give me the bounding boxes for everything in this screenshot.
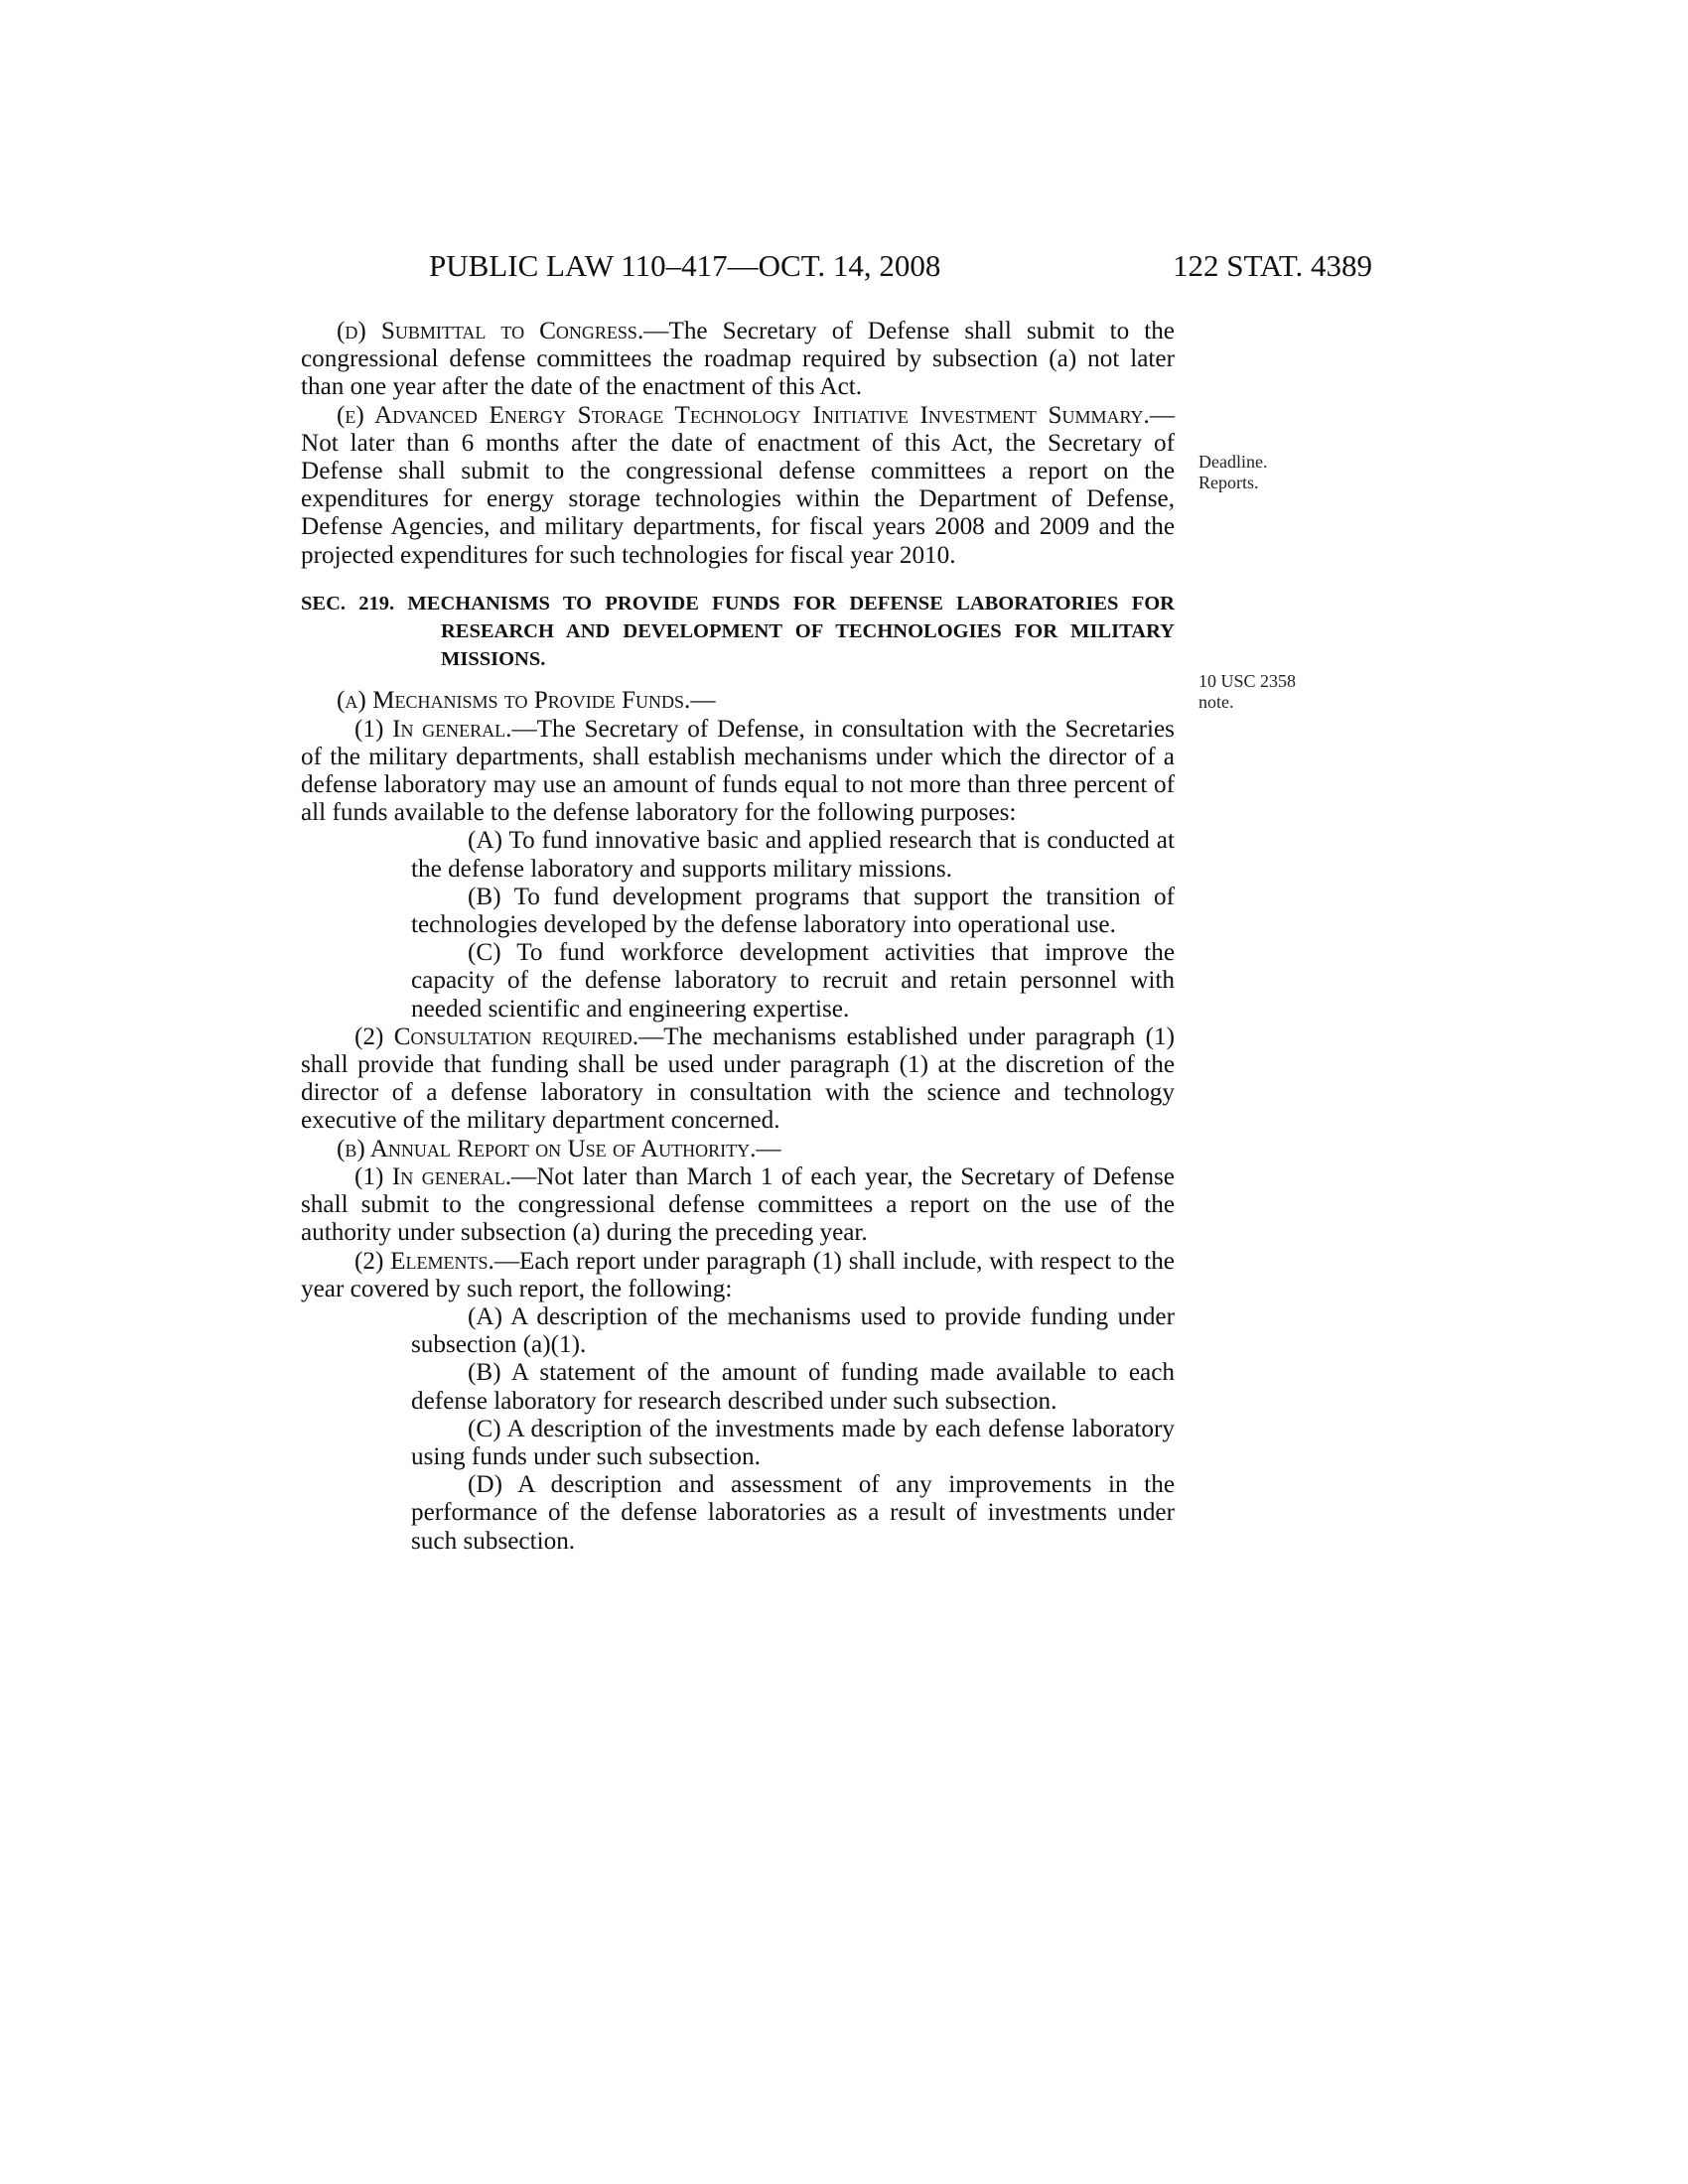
subparagraph-a1B: (B) To fund development programs that support the transition of technologies developed by the defense laboratory into operational use.	[411, 883, 1175, 939]
subsection-heading: (e) Advanced Energy Storage Technology Initiative Investment Summary.	[337, 401, 1150, 429]
paragraph-heading: (2) Consultation required.	[354, 1023, 639, 1050]
header-title: PUBLIC LAW 110–417—OCT. 14, 2008	[429, 248, 941, 283]
margin-note-line: Reports.	[1198, 473, 1259, 492]
subsection-text: —The Secretary of Defense shall submit to the congressional defense committees the roadmap required by subsection (a) not later than one year after the date of the enactment of this Act.	[301, 318, 1175, 401]
subsection-text: —Not later than 6 months after the date of enactment of this Act, the Secretary of Defense shall submit to the congressional defense committees a report on the expenditures for energy storage technologies within the Department of Defense, Defense Agencies, and military departments, for fiscal years 2008 and 2009 and the projected expenditures for such technologies for fiscal year 2010.	[301, 401, 1175, 569]
subsection-heading: (b) Annual Report on Use of Authority.—	[337, 1135, 781, 1162]
paragraph-heading: (1) In general.	[354, 715, 512, 743]
header-stat-citation: 122 STAT. 4389	[1172, 248, 1372, 283]
paragraph-text: —Not later than March 1 of each year, the Secretary of Defense shall submit to the congressional defense committees a report on the use of the authority under subsection (a) during the preceding year.	[301, 1162, 1175, 1247]
paragraph-a	[301, 687, 1175, 715]
subsection-heading: (a) Mechanisms to Provide Funds.—	[337, 687, 716, 715]
margin-note-line: 10 USC 2358	[1198, 671, 1297, 691]
subparagraph-b2B: (B) A statement of the amount of funding made available to each defense laboratory for research described under such subsection.	[411, 1359, 1175, 1415]
subsection-heading: (d) Submittal to Congress.	[337, 318, 644, 344]
subparagraph-b2C: (C) A description of the investments made by each defense laboratory using funds under such subsection.	[411, 1415, 1175, 1470]
subparagraph-a1A: (A) To fund innovative basic and applied research that is conducted at the defense laboratory and supports military missions.	[411, 827, 1175, 883]
paragraph-heading: (2) Elements.	[354, 1247, 494, 1275]
paragraph-text: —The mechanisms established under paragraph (1) shall provide that funding shall be used under paragraph (1) at the discretion of the director of a defense laboratory in consultation with the science and technology executive of the military department concerned.	[301, 1023, 1175, 1135]
margin-note-deadline	[1198, 452, 1267, 493]
paragraph-b2	[301, 1248, 1175, 1303]
paragraph-text: —The Secretary of Defense, in consultation with the Secretaries of the military departments, shall establish mechanisms under which the director of a defense laboratory may use an amount of funds equal to not more than three percent of all funds available to the defense laboratory for the following purposes:	[301, 715, 1175, 827]
paragraph-heading: (1) In general.	[354, 1162, 512, 1190]
paragraph-text: —Each report under paragraph (1) shall include, with respect to the year covered by such report, the following:	[301, 1247, 1175, 1302]
paragraph-a1	[301, 716, 1175, 828]
paragraph-b	[301, 1136, 1175, 1163]
margin-note-line: Deadline.	[1198, 452, 1268, 472]
paragraph-b1	[301, 1163, 1175, 1248]
body-text	[301, 318, 1175, 1556]
section-heading	[301, 590, 1175, 674]
paragraph-a2	[301, 1024, 1175, 1136]
margin-note-usc	[1198, 671, 1296, 713]
page-header	[429, 248, 1372, 288]
paragraph-e	[301, 402, 1175, 570]
section-title: SEC. 219. MECHANISMS TO PROVIDE FUNDS FOR DEFENSE LABORATORIES FOR RESEARCH AND DEVELOPMENT OF TECHNOLOGIES FOR MILITARY MISSIONS.	[301, 592, 1175, 671]
paragraph-d	[301, 318, 1175, 402]
subparagraph-b2D: (D) A description and assessment of any improvements in the performance of the defense laboratories as a result of investments under such subsection.	[411, 1471, 1175, 1555]
subparagraph-b2A: (A) A description of the mechanisms used to provide funding under subsection (a)(1).	[411, 1302, 1175, 1359]
subparagraph-a1C: (C) To fund workforce development activities that improve the capacity of the defense laboratory to recruit and retain personnel with needed scientific and engineering expertise.	[411, 939, 1175, 1023]
margin-note-line: note.	[1198, 692, 1234, 712]
